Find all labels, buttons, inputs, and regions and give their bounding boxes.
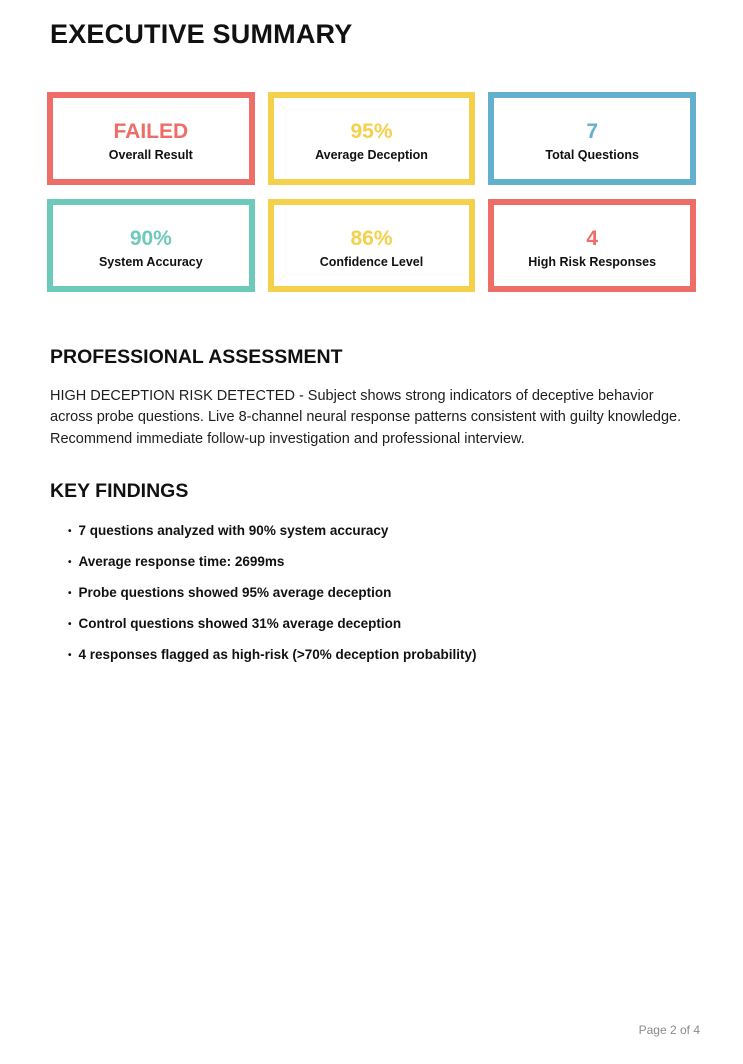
- assessment-body: HIGH DECEPTION RISK DETECTED - Subject shows strong indicators of deceptive behavior across probe questions. Live 8-channel neural response patterns consistent with guilty knowledge. Recommend immediate follow-up investigation and professional interview.: [50, 387, 682, 447]
- stat-card-high-risk-responses: [488, 199, 696, 292]
- stat-card-confidence-level: [268, 199, 476, 292]
- key-finding-item: • 4 responses flagged as high-risk (>70% deception probability): [68, 648, 693, 664]
- stat-value: 90%: [129, 227, 172, 251]
- stat-card-system-accuracy: [47, 199, 255, 292]
- key-findings-list: [68, 524, 693, 664]
- page-number: Page 2 of 4: [638, 1023, 700, 1037]
- professional-assessment-heading: PROFESSIONAL ASSESSMENT: [50, 346, 343, 369]
- key-findings-heading: KEY FINDINGS: [50, 480, 189, 503]
- stat-label: Average Deception: [315, 148, 428, 163]
- stat-value: 86%: [350, 227, 393, 251]
- stat-value: FAILED: [113, 120, 189, 144]
- stat-label: System Accuracy: [98, 255, 203, 270]
- stat-label: Confidence Level: [319, 255, 424, 270]
- key-finding-item: • Probe questions showed 95% average deception: [68, 586, 693, 602]
- stat-cards-grid: [47, 92, 696, 292]
- key-finding-item: • Control questions showed 31% average deception: [68, 617, 693, 633]
- page-title: EXECUTIVE SUMMARY: [50, 19, 353, 49]
- stat-label: High Risk Responses: [528, 255, 657, 270]
- stat-card-overall-result: [47, 92, 255, 185]
- key-finding-item: • 7 questions analyzed with 90% system accuracy: [68, 524, 693, 540]
- stat-label: Overall Result: [108, 148, 193, 163]
- stat-label: Total Questions: [545, 148, 639, 163]
- stat-value: 7: [586, 120, 598, 144]
- key-finding-item: • Average response time: 2699ms: [68, 555, 693, 571]
- stat-value: 95%: [350, 120, 393, 144]
- stat-card-average-deception: [268, 92, 476, 185]
- stat-card-total-questions: [488, 92, 696, 185]
- stat-value: 4: [586, 227, 598, 251]
